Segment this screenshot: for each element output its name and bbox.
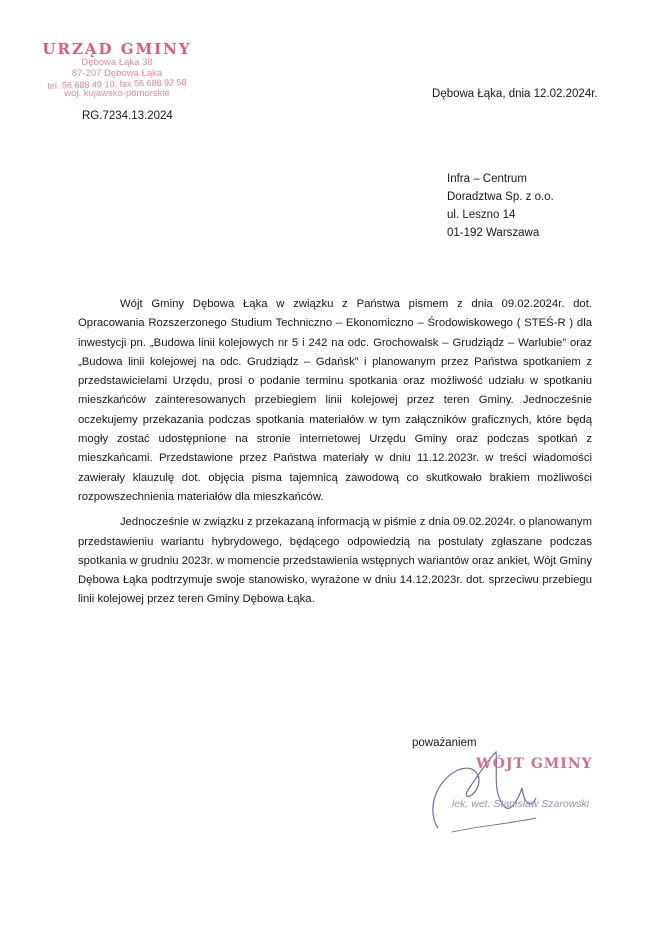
closing-phrase: poważaniem xyxy=(412,737,477,749)
signer-name: lek. wet. Stanisław Szarowski xyxy=(452,798,590,810)
date-line: Dębowa Łąka, dnia 12.02.2024r. xyxy=(432,88,598,100)
letter-body xyxy=(78,295,592,616)
recipient-line: 01-192 Warszawa xyxy=(447,227,540,239)
signature-stamp-title: WÓJT GMINY xyxy=(476,756,593,772)
stamp-address: Dębowa Łąka 38 xyxy=(81,57,153,68)
handwritten-signature xyxy=(418,740,578,840)
signature-stamp xyxy=(452,756,593,810)
recipient-address xyxy=(447,170,554,242)
recipient-line: ul. Leszno 14 xyxy=(447,209,516,221)
recipient-line: Doradztwa Sp. z o.o. xyxy=(447,191,554,203)
recipient-line: Infra – Centrum xyxy=(447,173,527,185)
reference-number: RG.7234.13.2024 xyxy=(82,110,173,122)
stamp-postcode: 87-207 Dębowa Łąka xyxy=(71,67,163,79)
stamp-region: woj. kujawsko-pomorskie xyxy=(64,88,170,99)
body-paragraph: Wójt Gminy Dębowa Łąka w związku z Państwa pismem z dnia 09.02.2024r. dot. Opracowania Rozszerzonego Studium Techniczno – Ekonomiczno – Środowiskowego ( STEŚ-R ) dla inwestycji pn. „Budowa linii kolejowych nr 5 i 242 na odc. Grochowalsk – Grudziądz – Warlubie” oraz „Budowa linii kolejowej na odc. Grudziądz – Gdańsk” i planowanym przez Państwa spotkaniem z przedstawicielami Urzędu, prosi o podanie terminu spotkania oraz możliwość udziału w spotkaniu mieszkańców zainteresowanych przebiegiem linii kolejowej przez teren Gminy. Jednocześnie oczekujemy przekazania podczas spotkania materiałów w tym załączników graficznych, które będą mogły zostać udostępnione na stronie internetowej Urzędu Gminy oraz podczas spotkań z mieszkańcami. Przedstawione przez Państwa materiały w dniu 11.12.2023r. w treści wiadomości zawierały klauzulę dot. objęcia pisma tajemnicą zawodową co skutkowało brakiem możliwości rozpowszechnienia materiałów dla mieszkańców. xyxy=(78,298,592,503)
stamp-title: URZĄD GMINY xyxy=(42,40,192,58)
stamp-phone: tel. 56 688 49 10, fax 56 688 92 58 xyxy=(47,77,187,91)
office-stamp xyxy=(32,40,202,100)
body-paragraph: Jednocześnie w związku z przekazaną informacją w piśmie z dnia 09.02.2024r. o planowanym przedstawieniu wariantu hybrydowego, będącego odpowiedzią na postulaty zgłaszane podczas spotkania w grudniu 2023r. w momencie przedstawienia wstępnych wariantów oraz ankiet, Wójt Gminy Dębowa Łąka podtrzymuje swoje stanowisko, wyrażone w dniu 14.12.2023r. dot. sprzeciwu przebiegu linii kolejowej przez teren Gminy Dębowa Łąka. xyxy=(78,516,592,606)
